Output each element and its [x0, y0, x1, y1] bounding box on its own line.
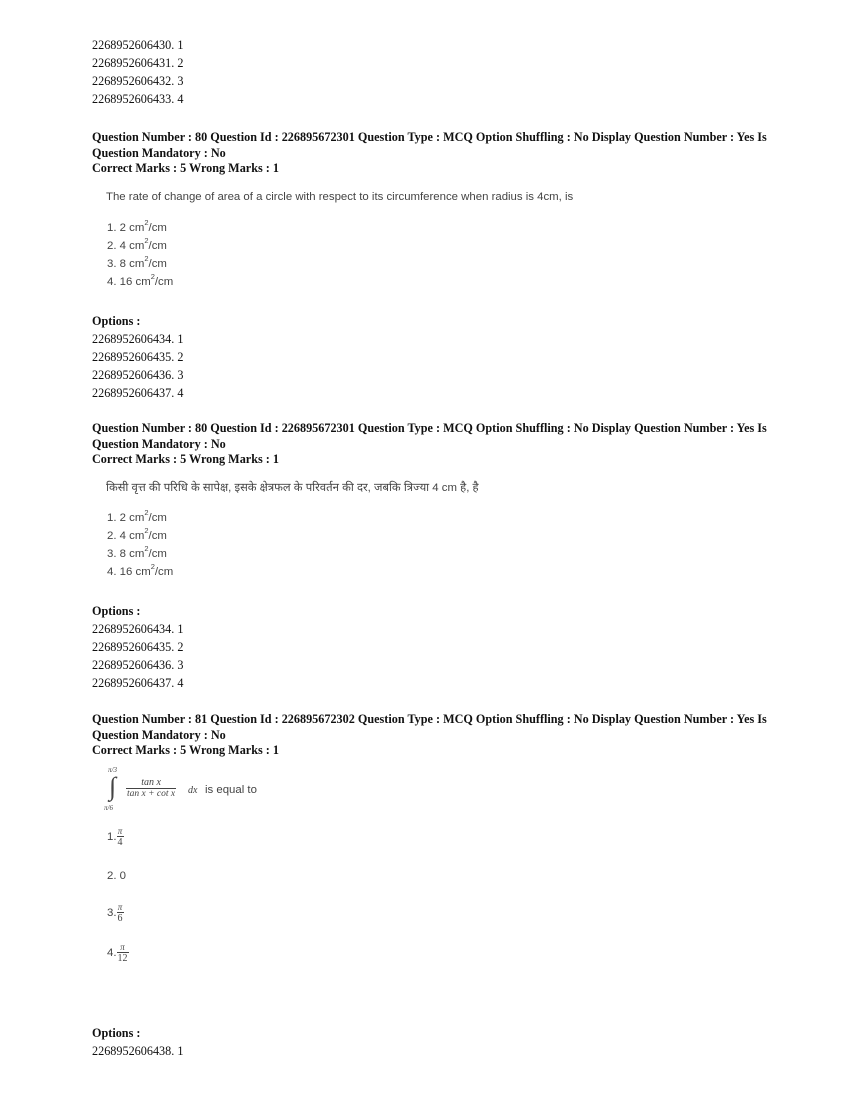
- choice-item: 3. $\frac{\pi}{6}$: [107, 902, 123, 924]
- choice-item: 3. 8 $cm^2/cm$: [107, 544, 167, 560]
- integral-upper-limit: π/3: [108, 766, 117, 774]
- question-mandatory-line: Question Mandatory : No: [92, 436, 226, 451]
- option-id-line: 2268952606438. 1: [92, 1044, 184, 1058]
- options-label: Options :: [92, 1026, 141, 1040]
- choice-item: 2. 4 $cm^2/cm$: [107, 236, 167, 252]
- option-id-line: 2268952606436. 3: [92, 368, 184, 382]
- integrand-fraction: [126, 778, 176, 800]
- option-id-line: 2268952606430. 1: [92, 38, 184, 52]
- integrand-numerator: tan x: [141, 777, 161, 788]
- question-meta-line: Question Number : 80 Question Id : 226895672301 Question Type : MCQ Option Shuffling : No Display Question Number : Yes Is: [92, 130, 767, 144]
- q80-en-question-text: The rate of change of area of a circle with respect to its circumference when radius is 4cm, is: [106, 191, 574, 203]
- choice-item: 1. $\frac{\pi}{4}$: [107, 826, 123, 848]
- choice-item: 4. 16 $cm^2/cm$: [107, 562, 174, 578]
- top-options-list: [92, 36, 183, 108]
- choice-item: 4. $\frac{\pi}{12}$: [107, 942, 128, 964]
- choice-item: 4. 16 $cm^2/cm$: [107, 272, 174, 288]
- option-id-line: 2268952606435. 2: [92, 350, 184, 364]
- q80-en-options: [92, 312, 183, 402]
- option-id-line: 2268952606437. 4: [92, 386, 184, 400]
- marks-line: Correct Marks : 5 Wrong Marks : 1: [92, 161, 279, 175]
- marks-line: Correct Marks : 5 Wrong Marks : 1: [92, 743, 279, 757]
- question-meta-line: Question Number : 81 Question Id : 226895672302 Question Type : MCQ Option Shuffling : No Display Question Number : Yes Is: [92, 712, 767, 726]
- option-id-line: 2268952606434. 1: [92, 622, 184, 636]
- choice-item: 3. 8 $cm^2/cm$: [107, 254, 167, 270]
- option-id-line: 2268952606436. 3: [92, 658, 184, 672]
- q80-hi-question-text: किसी वृत्त की परिधि के सापेक्ष, इसके क्षेत्रफल के परिवर्तन की दर, जबकि त्रिज्या 4 cm है, है: [106, 482, 479, 494]
- q80-en-header: [92, 130, 772, 177]
- option-id-line: 2268952606431. 2: [92, 56, 184, 70]
- q81-integral-expression: [104, 766, 404, 816]
- choice-item: 1. 2 $cm^2/cm$: [107, 218, 167, 234]
- question-meta-line: Question Number : 80 Question Id : 226895672301 Question Type : MCQ Option Shuffling : No Display Question Number : Yes Is: [92, 421, 767, 435]
- q80-en-choices: [107, 219, 173, 291]
- question-mandatory-line: Question Mandatory : No: [92, 145, 226, 160]
- q81-header: [92, 712, 772, 759]
- option-id-line: 2268952606435. 2: [92, 640, 184, 654]
- choice-item: 1. 2 $cm^2/cm$: [107, 508, 167, 524]
- choice-item: 2. 4 $cm^2/cm$: [107, 526, 167, 542]
- integral-tail-text: is equal to: [205, 784, 257, 796]
- question-mandatory-line: Question Mandatory : No: [92, 727, 226, 742]
- integrand-denominator: tan x + cot x: [127, 789, 176, 799]
- option-id-line: 2268952606433. 4: [92, 92, 184, 106]
- options-label: Options :: [92, 604, 141, 618]
- integral-dx: dx: [188, 785, 198, 796]
- q80-hi-options: [92, 602, 183, 692]
- integral-lower-limit: π/6: [104, 804, 113, 812]
- options-label: Options :: [92, 314, 141, 328]
- q81-options: [92, 1024, 183, 1060]
- integral-sign-icon: ∫: [109, 772, 117, 801]
- option-id-line: 2268952606437. 4: [92, 676, 184, 690]
- q80-hi-choices: [107, 509, 173, 581]
- marks-line: Correct Marks : 5 Wrong Marks : 1: [92, 452, 279, 466]
- option-id-line: 2268952606434. 1: [92, 332, 184, 346]
- q80-hi-header: [92, 421, 772, 468]
- choice-item: 2. 0: [107, 870, 126, 882]
- option-id-line: 2268952606432. 3: [92, 74, 184, 88]
